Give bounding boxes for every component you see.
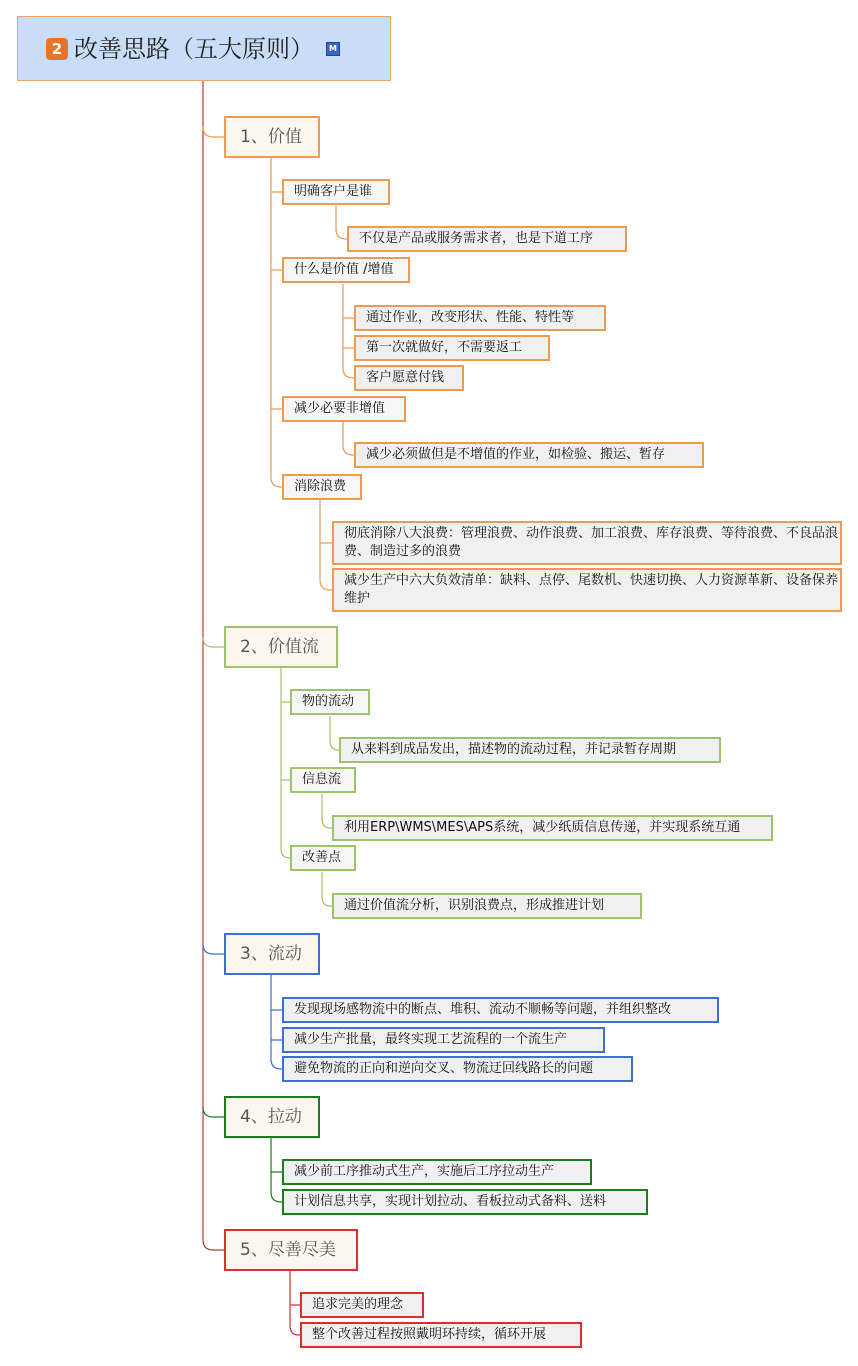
branch-perfection[interactable]: 5、尽善尽美 (224, 1229, 358, 1271)
leaf-value-3[interactable]: 客户愿意付钱 (354, 365, 464, 391)
branch-flow[interactable]: 3、流动 (224, 933, 320, 975)
leaf-eight-wastes[interactable]: 彻底消除八大浪费：管理浪费、动作浪费、加工浪费、库存浪费、等待浪费、不良品浪费、制造过多的浪费 (332, 521, 842, 565)
branch-value-stream[interactable]: 2、价值流 (224, 626, 338, 668)
topic-info-flow[interactable]: 信息流 (290, 767, 356, 793)
topic-improvement-points[interactable]: 改善点 (290, 845, 356, 871)
leaf-perfection-2[interactable]: 整个改善过程按照戴明环持续，循环开展 (300, 1322, 582, 1348)
topic-eliminate-waste[interactable]: 消除浪费 (282, 474, 362, 500)
leaf-flow-2[interactable]: 减少生产批量，最终实现工艺流程的一个流生产 (282, 1027, 605, 1053)
topic-what-is-value[interactable]: 什么是价值 /增值 (282, 257, 410, 283)
leaf-pull-1[interactable]: 减少前工序推动式生产，实施后工序拉动生产 (282, 1159, 592, 1185)
leaf-flow-3[interactable]: 避免物流的正向和逆向交叉、物流迂回线路长的问题 (282, 1056, 633, 1082)
topic-customer[interactable]: 明确客户是谁 (282, 179, 390, 205)
leaf-perfection-1[interactable]: 追求完美的理念 (300, 1292, 424, 1318)
topic-material-flow[interactable]: 物的流动 (290, 689, 370, 715)
leaf-info-flow[interactable]: 利用ERP\WMS\MES\APS系统，减少纸质信息传递，并实现系统互通 (332, 815, 773, 841)
leaf-value-1[interactable]: 通过作业，改变形状、性能、特性等 (354, 305, 606, 331)
leaf-pull-2[interactable]: 计划信息共享，实现计划拉动、看板拉动式备料、送料 (282, 1189, 648, 1215)
leaf-value-2[interactable]: 第一次就做好，不需要返工 (354, 335, 550, 361)
leaf-material-flow[interactable]: 从来料到成品发出，描述物的流动过程，并记录暂存周期 (339, 737, 721, 763)
root-title: 改善思路（五大原则） (74, 34, 314, 63)
root-topic[interactable] (17, 16, 391, 81)
topic-reduce-non-value[interactable]: 减少必要非增值 (282, 396, 406, 422)
leaf-flow-1[interactable]: 发现现场感物流中的断点、堆积、流动不顺畅等问题，并组织整改 (282, 997, 719, 1023)
marker-icon[interactable]: M (326, 42, 340, 56)
branch-value[interactable]: 1、价值 (224, 116, 320, 158)
branch-pull[interactable]: 4、拉动 (224, 1096, 320, 1138)
leaf-reduce-detail[interactable]: 减少必须做但是不增值的作业，如检验、搬运、暂存 (354, 442, 704, 468)
leaf-six-negatives[interactable]: 减少生产中六大负效清单：缺料、点停、尾数机、快速切换、人力资源革新、设备保养维护 (332, 568, 842, 612)
priority-badge: 2 (46, 38, 68, 60)
leaf-customer-detail[interactable]: 不仅是产品或服务需求者，也是下道工序 (347, 226, 627, 252)
leaf-improvement-points[interactable]: 通过价值流分析，识别浪费点，形成推进计划 (332, 893, 642, 919)
